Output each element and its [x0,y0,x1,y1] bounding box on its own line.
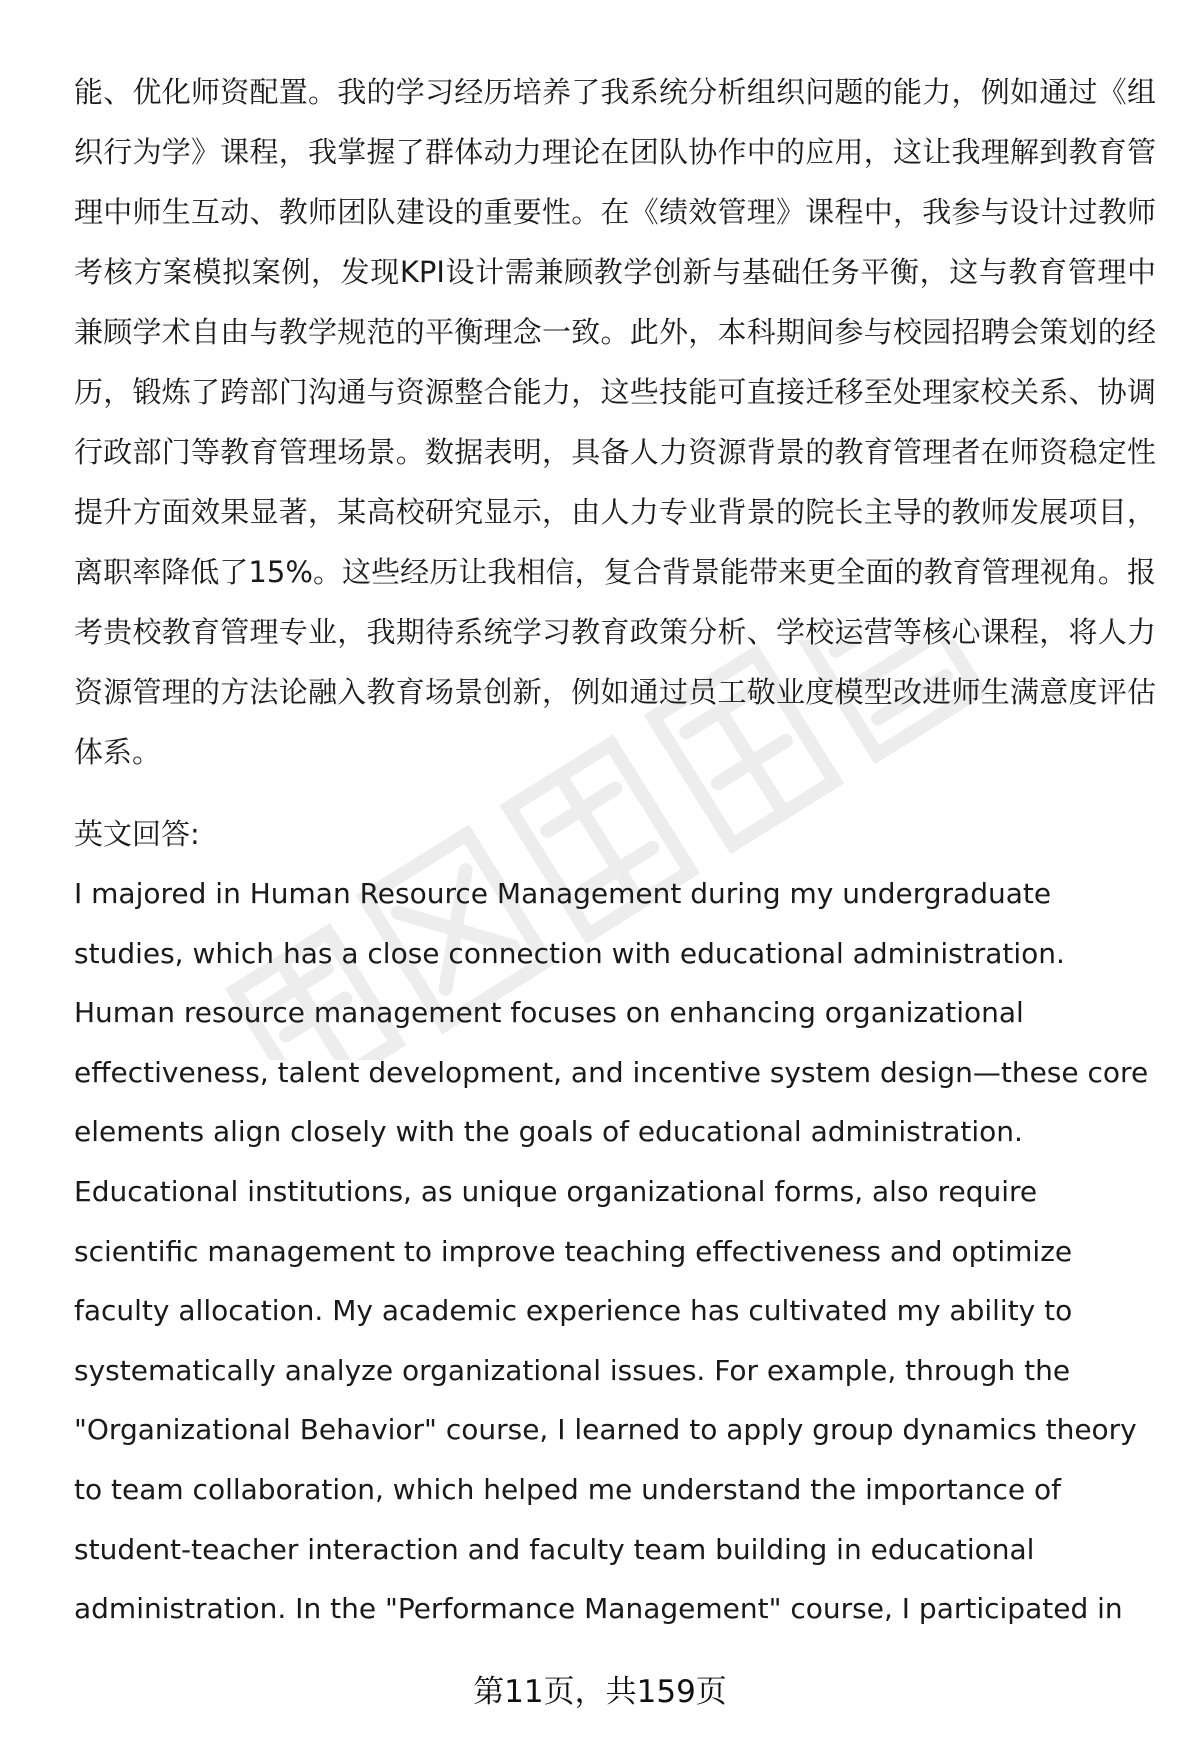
page-number-footer: 第11页，共159页 [473,1674,727,1710]
document-body [74,62,1156,1639]
chinese-answer-paragraph: 能、优化师资配置。我的学习经历培养了我系统分析组织问题的能力，例如通过《组织行为学》课程，我掌握了群体动力理论在团队协作中的应用，这让我理解到教育管理中师生互动、教师团队建设的重要性。在《绩效管理》课程中，我参与设计过教师考核方案模拟案例，发现KPI设计需兼顾教学创新与基础任务平衡，这与教育管理中兼顾学术自由与教学规范的平衡理念一致。此外，本科期间参与校园招聘会策划的经历，锻炼了跨部门沟通与资源整合能力，这些技能可直接迁移至处理家校关系、协调行政部门等教育管理场景。数据表明，具备人力资源背景的教育管理者在师资稳定性提升方面效果显著，某高校研究显示，由人力专业背景的院长主导的教师发展项目，离职率降低了15%。这些经历让我相信，复合背景能带来更全面的教育管理视角。报考贵校教育管理专业，我期待系统学习教育政策分析、学校运营等核心课程，将人力资源管理的方法论融入教育场景创新，例如通过员工敬业度模型改进师生满意度评估体系。 [74,75,1156,769]
english-answer-label: 英文回答: [74,817,200,851]
english-answer-paragraph: I majored in Human Resource Management during my undergraduate studies, which has a close connection with educational administration. Human resource management focuses on enhancing organizational effectiveness, talent development, and incentive system design—these core elements align closely with the goals of educational administration. Educational institutions, as unique organizational forms, also require scientific management to improve teaching effectiveness and optimize faculty allocation. My academic experience has cultivated my ability to systematically analyze organizational issues. For example, through the "Organizational Behavior" course, I learned to apply group dynamics theory to team collaboration, which helped me understand the importance of student-teacher interaction and faculty team building in educational administration. In the "Performance Management" course, I participated in [74,877,1149,1626]
